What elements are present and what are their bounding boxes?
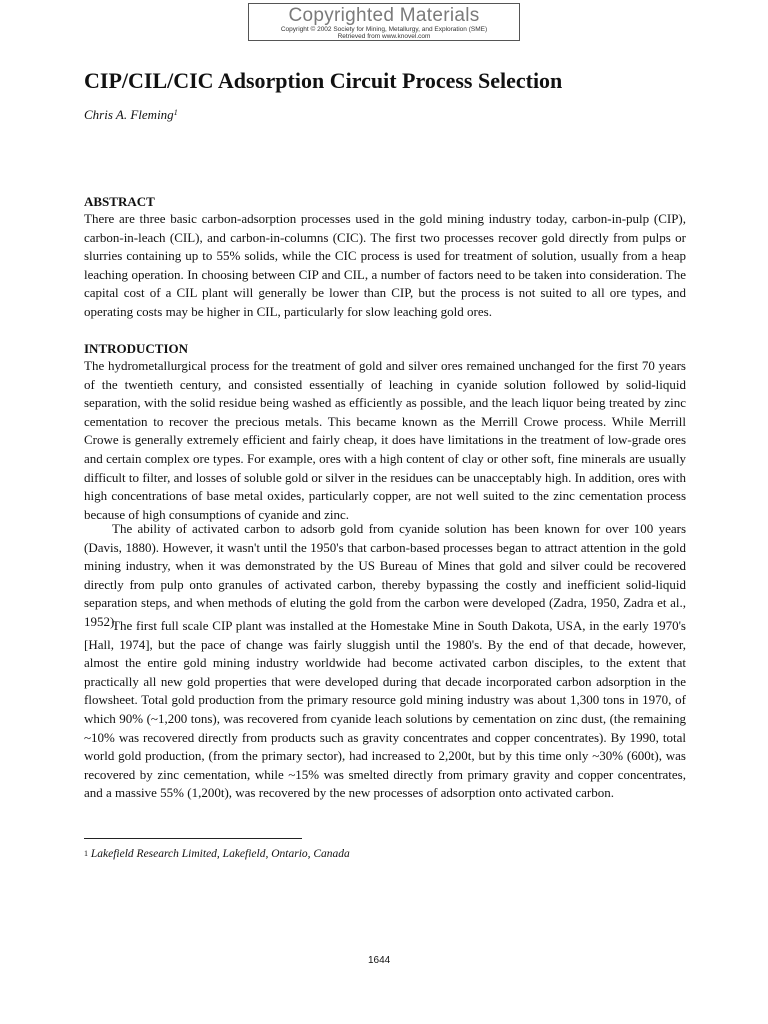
author-name: Chris A. Fleming	[84, 107, 174, 122]
footnote	[84, 846, 350, 862]
copyright-banner	[248, 3, 520, 41]
intro-paragraph-1: The hydrometallurgical process for the treatment of gold and silver ores remained unchanged for the first 70 years of the twentieth century, and consisted essentially of leaching in cyanide solution followed by solid-liquid separation, with the solid residue being washed as efficiently as possible, and the leach liquor being treated by zinc cementation to recover the precious metals. This became known as the Merrill Crowe process. While Merrill Crowe is generally extremely efficient and fairly cheap, it does have limitations in the treatment of low-grade ores and certain complex ore types. For example, ores with a high content of clay or other soft, fine minerals are usually difficult to filter, and losses of soluble gold or silver in the residues can be unacceptably high. In addition, ores with high concentrations of base metal oxides, particularly copper, are not well suited to the zinc cementation process because of high consumptions of cyanide and zinc.	[84, 358, 686, 522]
copyright-notice: Copyright © 2002 Society for Mining, Metallurgy, and Exploration (SME)	[280, 26, 488, 33]
paper-title: CIP/CIL/CIC Adsorption Circuit Process Selection	[84, 68, 563, 93]
footnote-rule	[84, 838, 302, 839]
footnote-marker: 1	[84, 849, 88, 858]
intro-paragraph-3: The first full scale CIP plant was installed at the Homestake Mine in South Dakota, USA, in the early 1970's [Hall, 1974], but the pace of change was fairly sluggish until the 1980's. By the end of that decade, however, almost the entire gold mining industry worldwide had become activated carbon disciples, to the extent that practically all new gold properties that were developed during that decade incorporated carbon adsorption in the flowsheet. Total gold production from the primary resource gold mining industry was about 1,300 tons in 1970, of which 90% (~1,200 tons), was recovered from cyanide leach solutions by cementation on zinc dust, (the remaining ~10% was recovered directly from products such as gravity concentrates and copper concentrates). By 1990, total world gold production, (from the primary sector), had increased to 2,200t, but by this time only ~30% (600t), was recovered by zinc cementation, while ~15% was smelted directly from primary gravity and copper concentrates, and a massive 55% (1,200t), was recovered by the new processes of adsorption onto activated carbon.	[84, 618, 686, 801]
abstract-heading: ABSTRACT	[84, 194, 155, 209]
footnote-text: Lakefield Research Limited, Lakefield, Ontario, Canada	[90, 848, 350, 860]
copyright-source: Retrieved from www.knovel.com	[337, 33, 431, 40]
intro-paragraph-2: The ability of activated carbon to adsorb gold from cyanide solution has been known for over 100 years (Davis, 1880). However, it wasn't until the 1950's that carbon-based processes began to attract attention in the gold mining industry, when it was demonstrated by the US Bureau of Mines that gold and silver could be recovered directly from pulp onto granules of activated carbon, thereby bypassing the costly and inefficient solid-liquid separation steps, and when methods of eluting the gold from the carbon were developed (Zadra, 1950, Zadra et al., 1952).	[84, 521, 686, 629]
author-line	[84, 106, 178, 124]
author-footnote-marker: 1	[173, 108, 178, 117]
abstract-text: There are three basic carbon-adsorption processes used in the gold mining industry today, carbon-in-pulp (CIP), carbon-in-leach (CIL), and carbon-in-columns (CIC). The first two processes recover gold directly from pulps or slurries containing up to 55% solids, while the CIC process is used for treatment of solution, usually from a heap leaching operation. In choosing between CIP and CIL, a number of factors need to be taken into consideration. The capital cost of a CIL plant will generally be lower than CIP, but the process is not suited to all ore types, and operating costs may be higher in CIL, particularly for slow leaching gold ores.	[84, 211, 686, 319]
copyright-title: Copyrighted Materials	[288, 5, 480, 26]
introduction-heading: INTRODUCTION	[84, 341, 189, 356]
page-number: 1644	[368, 955, 391, 966]
